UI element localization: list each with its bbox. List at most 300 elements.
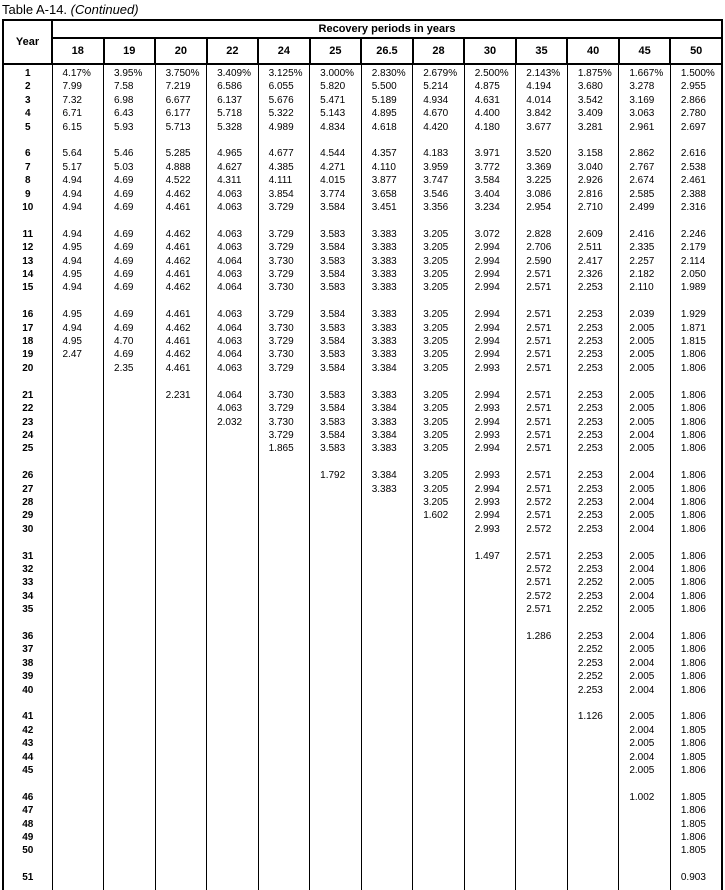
value-cell: 5.17 [52,161,104,174]
value-cell: 2.005 [619,737,671,750]
group-gap-row [3,134,722,147]
value-cell: 5.713 [155,121,207,134]
value-cell [361,509,413,522]
value-cell [52,737,104,750]
value-cell: 1.806 [670,483,722,496]
value-cell: 7.219 [155,80,207,93]
table-row-year-27 [3,483,722,496]
table-row-year-4 [3,107,722,120]
value-cell [104,483,156,496]
value-cell [258,751,310,764]
value-cell [464,710,516,723]
value-cell: 3.583 [310,389,362,402]
value-cell [361,684,413,697]
value-cell: 5.820 [310,80,362,93]
value-cell: 4.94 [52,281,104,294]
value-cell: 5.64 [52,147,104,160]
value-cell [155,523,207,536]
value-cell: 1.806 [670,469,722,482]
table-row-year-29 [3,509,722,522]
value-cell: 2.994 [464,335,516,348]
table-row-year-17 [3,322,722,335]
value-cell: 3.409% [207,64,259,80]
column-header-19: 19 [104,38,156,64]
table-row-year-8 [3,174,722,187]
value-cell [155,710,207,723]
value-cell: 4.461 [155,335,207,348]
value-cell: 4.183 [413,147,465,160]
value-cell: 4.462 [155,322,207,335]
value-cell: 1.806 [670,523,722,536]
group-gap-row [3,456,722,469]
value-cell [155,469,207,482]
value-cell: 1.815 [670,335,722,348]
table-row-year-20 [3,362,722,375]
value-cell [52,724,104,737]
value-cell: 2.538 [670,161,722,174]
year-cell: 42 [3,724,52,737]
value-cell [207,670,259,683]
value-cell: 2.005 [619,550,671,563]
value-cell [52,469,104,482]
table-row-year-5 [3,121,722,134]
value-cell: 2.993 [464,402,516,415]
value-cell: 2.253 [567,308,619,321]
value-cell: 2.994 [464,322,516,335]
value-cell: 2.511 [567,241,619,254]
value-cell [155,483,207,496]
value-cell [52,362,104,375]
value-cell: 2.571 [516,550,568,563]
value-cell: 3.95% [104,64,156,80]
value-cell [567,791,619,804]
value-cell: 3.205 [413,362,465,375]
value-cell: 4.015 [310,174,362,187]
year-cell: 4 [3,107,52,120]
year-cell: 3 [3,94,52,107]
value-cell: 2.005 [619,389,671,402]
value-cell: 2.182 [619,268,671,281]
year-cell: 24 [3,429,52,442]
value-cell: 6.98 [104,94,156,107]
column-header-50: 50 [670,38,722,64]
value-cell: 3.584 [310,335,362,348]
value-cell: 1.806 [670,496,722,509]
group-gap-row [3,697,722,710]
table-row-year-48 [3,818,722,831]
value-cell: 4.69 [104,348,156,361]
column-header-28: 28 [413,38,465,64]
value-cell: 4.063 [207,201,259,214]
value-cell [258,684,310,697]
value-cell [310,550,362,563]
value-cell: 1.806 [670,831,722,844]
value-cell: 3.583 [310,322,362,335]
value-cell: 1.806 [670,550,722,563]
value-cell: 3.205 [413,281,465,294]
value-cell: 4.94 [52,322,104,335]
value-cell [207,764,259,777]
value-cell: 4.064 [207,255,259,268]
value-cell: 3.842 [516,107,568,120]
year-cell: 51 [3,871,52,884]
value-cell [413,576,465,589]
value-cell: 3.205 [413,469,465,482]
year-cell: 50 [3,844,52,857]
value-cell [310,831,362,844]
value-cell: 2.253 [567,657,619,670]
value-cell: 4.462 [155,281,207,294]
value-cell [413,818,465,831]
value-cell: 3.658 [361,188,413,201]
value-cell: 2.005 [619,509,671,522]
value-cell: 4.70 [104,335,156,348]
value-cell: 4.461 [155,362,207,375]
value-cell [310,590,362,603]
value-cell: 3.584 [310,429,362,442]
year-cell: 31 [3,550,52,563]
table-row-year-44 [3,751,722,764]
value-cell [258,724,310,737]
value-cell [155,416,207,429]
value-cell: 1.929 [670,308,722,321]
value-cell: 3.730 [258,416,310,429]
value-cell: 4.95 [52,241,104,254]
value-cell: 4.064 [207,322,259,335]
value-cell [413,871,465,884]
value-cell [567,844,619,857]
value-cell: 3.205 [413,335,465,348]
value-cell: 2.571 [516,335,568,348]
column-header-40: 40 [567,38,619,64]
value-cell: 2.35 [104,362,156,375]
value-cell [258,764,310,777]
year-cell: 23 [3,416,52,429]
value-cell: 4.461 [155,308,207,321]
value-cell: 2.253 [567,416,619,429]
value-cell: 2.571 [516,509,568,522]
value-cell: 3.774 [310,188,362,201]
value-cell: 4.627 [207,161,259,174]
value-cell [52,550,104,563]
value-cell: 2.571 [516,416,568,429]
value-cell [258,630,310,643]
value-cell: 3.730 [258,281,310,294]
value-cell [104,831,156,844]
value-cell: 2.004 [619,684,671,697]
value-cell [516,804,568,817]
value-cell: 4.965 [207,147,259,160]
value-cell [258,469,310,482]
value-cell [567,724,619,737]
value-cell [104,469,156,482]
value-cell [361,576,413,589]
value-cell [310,764,362,777]
value-cell: 2.674 [619,174,671,187]
value-cell: 4.17% [52,64,104,80]
value-cell [258,737,310,750]
table-row-year-34 [3,590,722,603]
value-cell [155,737,207,750]
value-cell [207,791,259,804]
recovery-periods-header: Recovery periods in years [52,20,722,38]
value-cell: 2.47 [52,348,104,361]
value-cell: 2.955 [670,80,722,93]
value-cell: 1.806 [670,402,722,415]
value-cell: 5.676 [258,94,310,107]
value-cell [361,643,413,656]
value-cell: 3.542 [567,94,619,107]
value-cell: 2.316 [670,201,722,214]
value-cell [413,590,465,603]
value-cell: 7.99 [52,80,104,93]
value-cell: 2.572 [516,590,568,603]
value-cell [516,818,568,831]
column-header-45: 45 [619,38,671,64]
year-cell: 32 [3,563,52,576]
column-header-22: 22 [207,38,259,64]
value-cell: 2.571 [516,603,568,616]
group-gap-row [3,214,722,227]
value-cell [207,737,259,750]
value-cell [516,737,568,750]
value-cell: 4.063 [207,188,259,201]
value-cell [464,871,516,884]
table-row-year-21 [3,389,722,402]
value-cell: 2.830% [361,64,413,80]
value-cell [207,523,259,536]
value-cell: 4.94 [52,174,104,187]
year-cell: 27 [3,483,52,496]
table-row-year-16 [3,308,722,321]
table-row-year-40 [3,684,722,697]
year-cell: 1 [3,64,52,80]
value-cell [310,630,362,643]
value-cell: 3.546 [413,188,465,201]
value-cell: 2.571 [516,348,568,361]
value-cell: 3.584 [310,362,362,375]
value-cell: 4.311 [207,174,259,187]
value-cell [258,509,310,522]
value-cell [104,764,156,777]
value-cell: 1.806 [670,684,722,697]
value-cell: 3.583 [310,228,362,241]
value-cell: 2.110 [619,281,671,294]
value-cell: 1.806 [670,442,722,455]
value-cell [361,871,413,884]
value-cell: 3.205 [413,496,465,509]
value-cell: 2.961 [619,121,671,134]
table-row-year-23 [3,416,722,429]
value-cell: 2.571 [516,442,568,455]
value-cell [361,496,413,509]
value-cell: 2.005 [619,416,671,429]
value-cell [310,751,362,764]
value-cell: 3.729 [258,308,310,321]
value-cell: 1.806 [670,590,722,603]
value-cell: 4.69 [104,281,156,294]
value-cell: 3.729 [258,335,310,348]
value-cell [155,804,207,817]
group-gap-row [3,617,722,630]
value-cell: 3.971 [464,147,516,160]
value-cell: 4.063 [207,308,259,321]
value-cell [207,844,259,857]
value-cell: 2.571 [516,308,568,321]
value-cell: 2.005 [619,670,671,683]
year-cell: 20 [3,362,52,375]
value-cell [52,710,104,723]
value-cell [464,764,516,777]
value-cell: 2.253 [567,590,619,603]
value-cell [207,657,259,670]
value-cell [413,804,465,817]
value-cell: 2.253 [567,362,619,375]
value-cell: 3.383 [361,308,413,321]
value-cell: 4.95 [52,335,104,348]
value-cell [207,576,259,589]
value-cell: 3.747 [413,174,465,187]
value-cell: 1.875% [567,64,619,80]
value-cell: 3.205 [413,322,465,335]
value-cell: 4.522 [155,174,207,187]
value-cell [104,670,156,683]
value-cell [104,844,156,857]
value-cell [155,563,207,576]
value-cell: 3.677 [516,121,568,134]
value-cell [52,509,104,522]
value-cell [567,751,619,764]
value-cell [207,429,259,442]
value-cell [155,442,207,455]
value-cell: 4.631 [464,94,516,107]
year-cell: 45 [3,764,52,777]
value-cell: 2.005 [619,322,671,335]
value-cell: 2.954 [516,201,568,214]
table-row-year-49 [3,831,722,844]
value-cell: 6.177 [155,107,207,120]
table-row-year-22 [3,402,722,415]
value-cell [155,643,207,656]
value-cell: 2.679% [413,64,465,80]
value-cell [52,764,104,777]
value-cell [52,576,104,589]
value-cell: 2.571 [516,389,568,402]
value-cell [567,831,619,844]
year-cell: 22 [3,402,52,415]
table-row-year-6 [3,147,722,160]
value-cell [104,871,156,884]
value-cell [310,684,362,697]
value-cell: 4.271 [310,161,362,174]
value-cell: 2.004 [619,630,671,643]
year-cell: 8 [3,174,52,187]
value-cell: 4.063 [207,268,259,281]
table-body [3,64,722,890]
value-cell: 2.005 [619,643,671,656]
value-cell: 3.205 [413,402,465,415]
table-title [0,0,725,19]
value-cell [619,831,671,844]
value-cell: 2.005 [619,764,671,777]
value-cell: 2.253 [567,281,619,294]
value-cell: 3.234 [464,201,516,214]
value-cell [413,657,465,670]
value-cell [155,550,207,563]
value-cell [155,871,207,884]
value-cell: 4.618 [361,121,413,134]
value-cell: 5.500 [361,80,413,93]
value-cell [361,630,413,643]
value-cell: 3.854 [258,188,310,201]
table-row-year-38 [3,657,722,670]
value-cell: 5.214 [413,80,465,93]
value-cell: 3.959 [413,161,465,174]
value-cell [464,590,516,603]
table-row-year-31 [3,550,722,563]
value-cell [619,818,671,831]
value-cell: 2.253 [567,469,619,482]
value-cell: 2.253 [567,523,619,536]
value-cell: 5.718 [207,107,259,120]
value-cell: 3.772 [464,161,516,174]
value-cell [207,710,259,723]
value-cell: 3.205 [413,268,465,281]
value-cell [361,710,413,723]
year-cell: 21 [3,389,52,402]
value-cell [310,724,362,737]
value-cell: 2.571 [516,429,568,442]
value-cell [464,643,516,656]
value-cell [258,523,310,536]
table-title-main: Table A-14. [2,2,68,17]
value-cell: 4.462 [155,348,207,361]
value-cell [464,791,516,804]
value-cell [413,603,465,616]
value-cell: 2.571 [516,281,568,294]
value-cell [361,751,413,764]
value-cell: 3.584 [310,402,362,415]
value-cell: 2.571 [516,402,568,415]
value-cell [52,844,104,857]
value-cell: 1.871 [670,322,722,335]
value-cell: 1.792 [310,469,362,482]
value-cell: 2.994 [464,281,516,294]
value-cell: 4.194 [516,80,568,93]
value-cell: 3.729 [258,268,310,281]
value-cell [413,831,465,844]
value-cell: 1.126 [567,710,619,723]
value-cell [207,496,259,509]
value-cell [104,429,156,442]
value-cell: 1.806 [670,509,722,522]
value-cell: 4.875 [464,80,516,93]
value-cell [619,804,671,817]
value-cell: 7.32 [52,94,104,107]
value-cell [310,523,362,536]
value-cell [258,670,310,683]
year-cell: 37 [3,643,52,656]
group-gap-row [3,295,722,308]
value-cell: 3.729 [258,429,310,442]
value-cell: 4.94 [52,188,104,201]
value-cell: 3.383 [361,281,413,294]
value-cell: 2.500% [464,64,516,80]
value-cell: 2.253 [567,335,619,348]
value-cell: 2.253 [567,496,619,509]
year-cell: 40 [3,684,52,697]
group-gap-row [3,777,722,790]
